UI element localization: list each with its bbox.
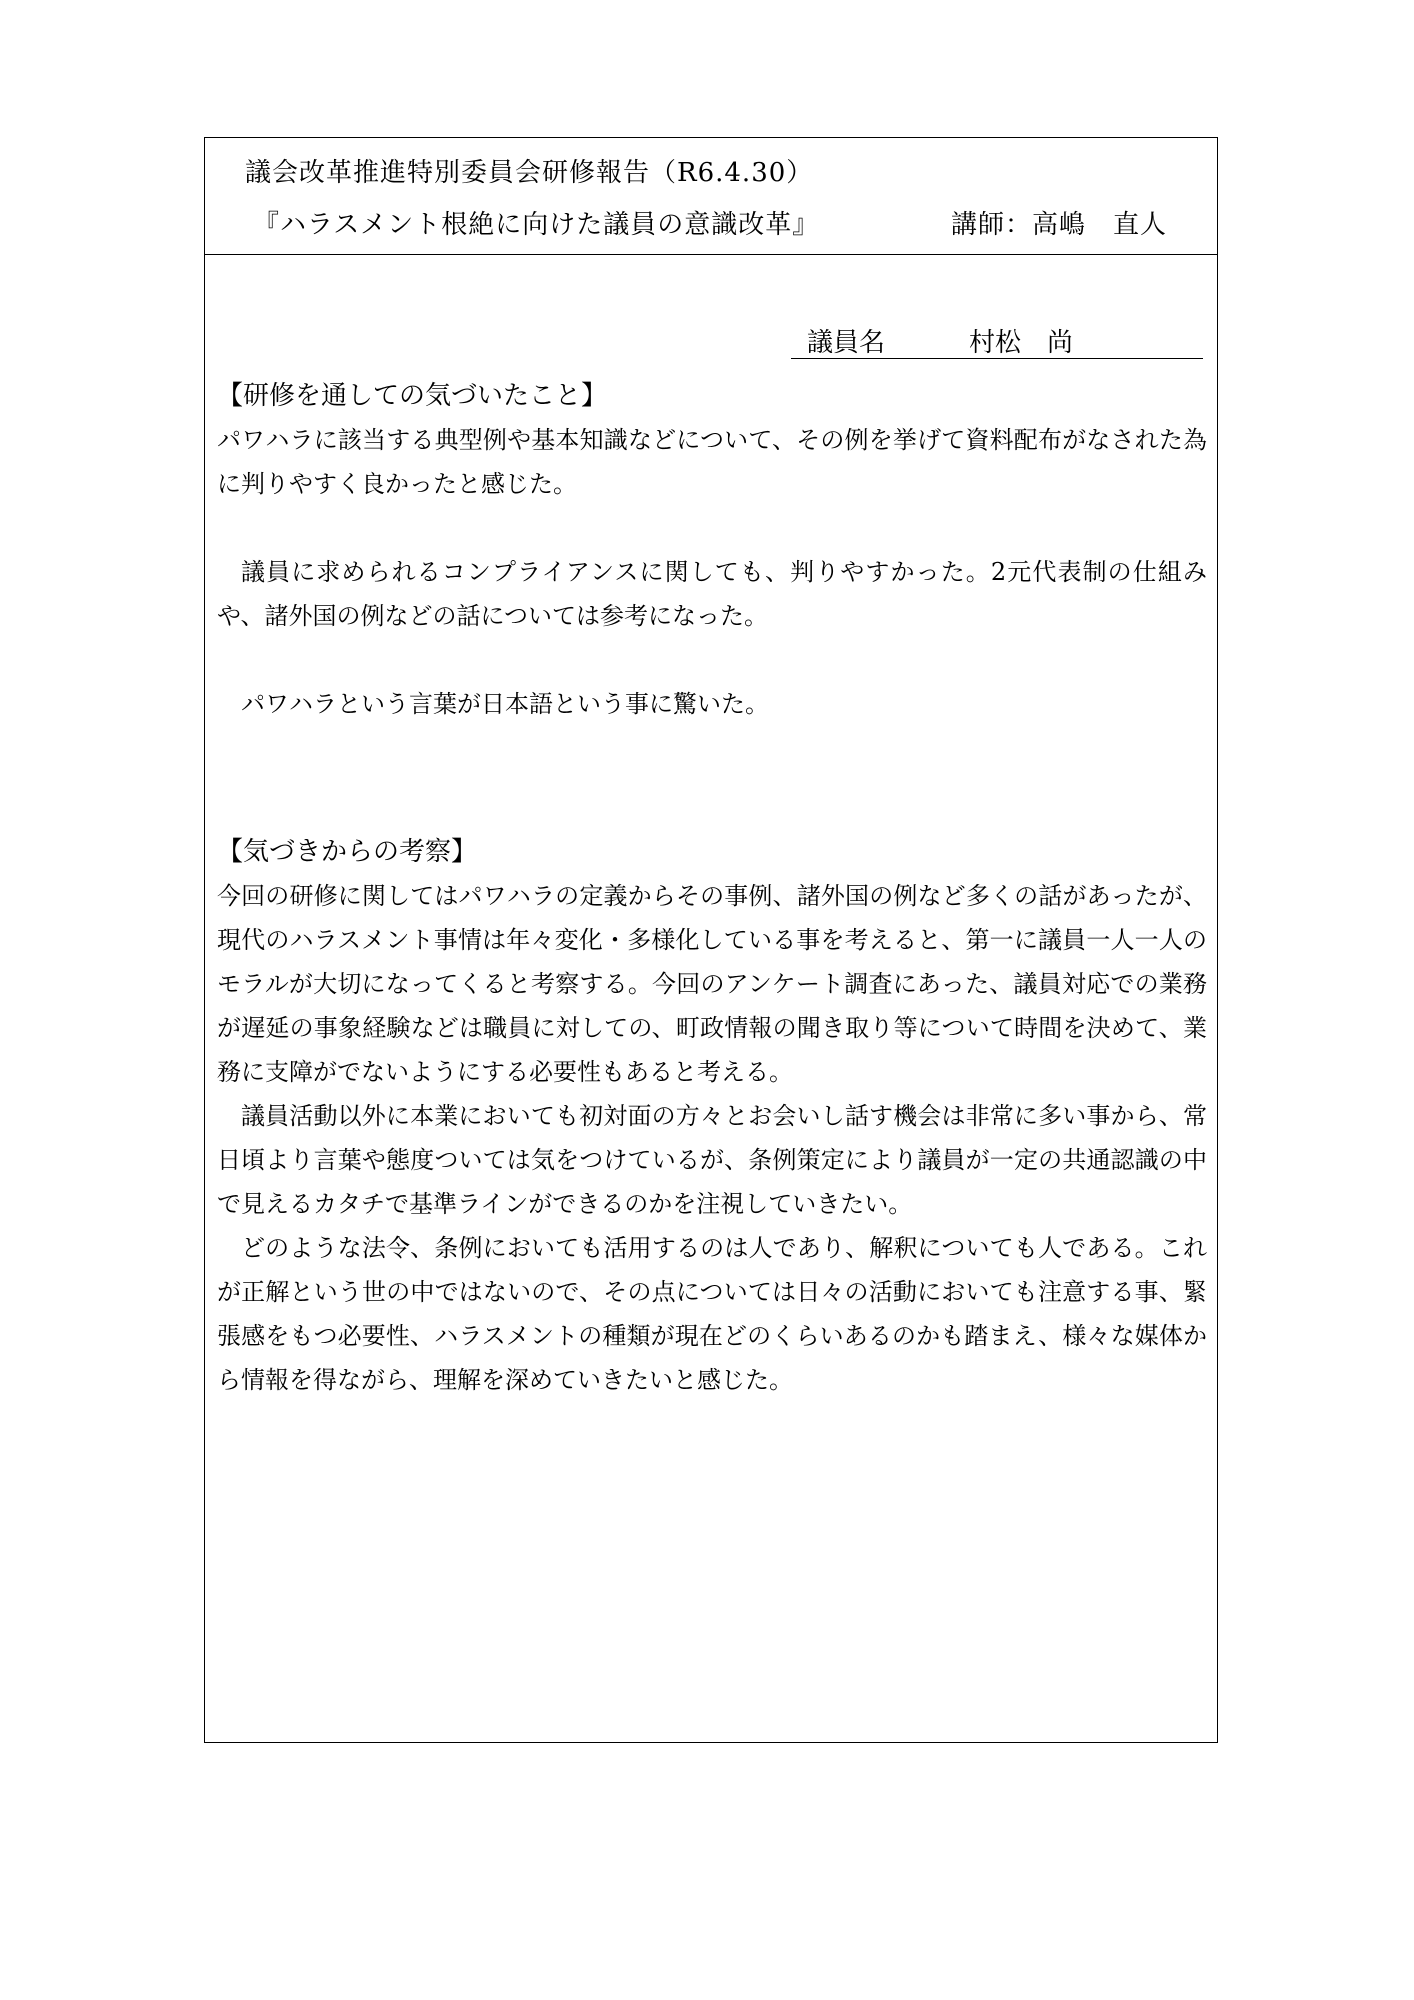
section-awareness-body-2 — [217, 550, 1207, 638]
paragraph: 議員に求められるコンプライアンスに関しても、判りやすかった。2元代表制の仕組みや、諸外国の例などの話については参考になった。 — [217, 558, 1207, 630]
member-name: 村松 尚 — [969, 328, 1074, 358]
paragraph: どのような法令、条例においても活用するのは人であり、解釈についても人である。これが正解という世の中ではないので、その点については日々の活動においても注意する事、緊張感をもつ必要性、ハラスメントの種類が現在どのくらいあるのかも踏まえ、様々な媒体から情報を得ながら、理解を深めていきたいと感じた。 — [217, 1234, 1207, 1394]
member-name-field — [791, 322, 1203, 359]
paragraph: 今回の研修に関してはパワハラの定義からその事例、諸外国の例など多くの話があったが、現代のハラスメント事情は年々変化・多様化している事を考えると、第一に議員一人一人のモラルが大切になってくると考察する。今回のアンケート調査にあった、議員対応での業務が遅延の事象経験などは職員に対しての、町政情報の聞き取り等について時間を決めて、業務に支障がでないようにする必要性もあると考える。 — [217, 882, 1207, 1086]
section-consideration-body — [217, 874, 1207, 1402]
report-header — [205, 138, 1217, 255]
section-heading-consideration: 【気づきからの考察】 — [217, 837, 478, 867]
paragraph: 議員活動以外に本業においても初対面の方々とお会いし話す機会は非常に多い事から、常日頃より言葉や態度ついては気をつけているが、条例策定により議員が一定の共通認識の中で見えるカタチで基準ラインができるのかを注視していきたい。 — [217, 1102, 1207, 1218]
report-title: 議会改革推進特別委員会研修報告（R6.4.30） — [245, 158, 814, 188]
section-awareness-body-3 — [217, 682, 1207, 726]
section-awareness-body — [217, 418, 1207, 506]
lecture-title: 『ハラスメント根絶に向けた議員の意識改革』 — [253, 210, 820, 240]
section-heading-awareness: 【研修を通しての気づいたこと】 — [217, 381, 608, 411]
report-form — [204, 137, 1218, 1743]
member-label: 議員名 — [807, 328, 886, 358]
paragraph: パワハラに該当する典型例や基本知識などについて、その例を挙げて資料配布がなされた為に判りやすく良かったと感じた。 — [217, 426, 1207, 498]
paragraph: パワハラという言葉が日本語という事に驚いた。 — [241, 690, 769, 718]
lecturer-name: 講師：高嶋 直人 — [950, 210, 1167, 240]
